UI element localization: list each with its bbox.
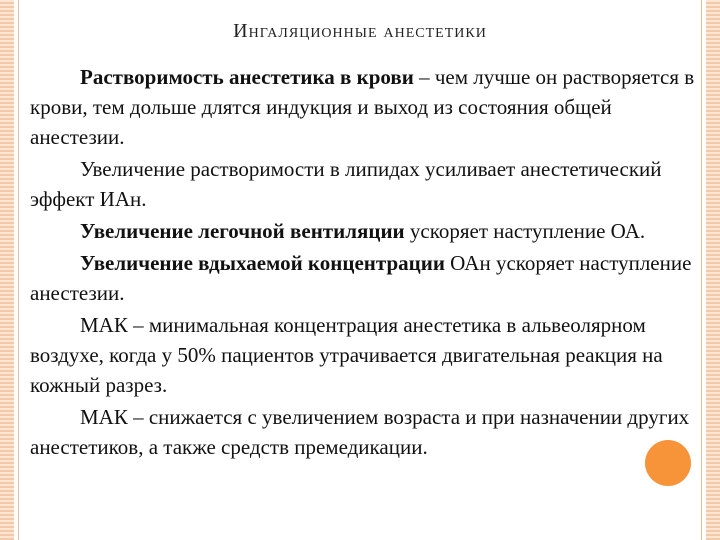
paragraph-bold: Увеличение легочной вентиляции bbox=[80, 219, 405, 243]
paragraph-lipid-solubility bbox=[30, 154, 698, 214]
right-decorative-border bbox=[706, 0, 720, 540]
paragraph-mac-definition bbox=[30, 310, 698, 400]
paragraph-solubility-blood bbox=[30, 62, 698, 152]
paragraph-text: – чем лучше он растворяется в крови, тем дольше длятся индукция и выход из состояния общей анестезии. bbox=[30, 65, 695, 149]
left-border-line bbox=[18, 0, 19, 540]
paragraph-text: ОАн ускоряет наступление анестезии. bbox=[30, 251, 692, 305]
left-decorative-border bbox=[0, 0, 14, 540]
paragraph-ventilation bbox=[30, 216, 698, 246]
paragraph-bold: Увеличение вдыхаемой концентрации bbox=[80, 251, 445, 275]
paragraph-text: МАК – минимальная концентрация анестетика в альвеолярном воздухе, когда у 50% пациентов утрачивается двигательная реакция на кожный разрез. bbox=[30, 313, 663, 397]
decorative-orange-circle bbox=[645, 440, 691, 486]
paragraph-text: ускоряет наступление ОА. bbox=[404, 219, 646, 243]
paragraph-text: Увеличение растворимости в липидах усиливает анестетический эффект ИАн. bbox=[30, 157, 662, 211]
right-border-line bbox=[701, 0, 702, 540]
slide-body bbox=[30, 62, 698, 464]
paragraph-mac-decrease bbox=[30, 402, 698, 462]
paragraph-inhaled-concentration bbox=[30, 248, 698, 308]
paragraph-text: МАК – снижается с увеличением возраста и при назначении других анестетиков, а также средств премедикации. bbox=[30, 405, 690, 459]
slide-title: Ингаляционные анестетики bbox=[233, 20, 487, 42]
paragraph-bold: Растворимость анестетика в крови bbox=[80, 65, 414, 89]
